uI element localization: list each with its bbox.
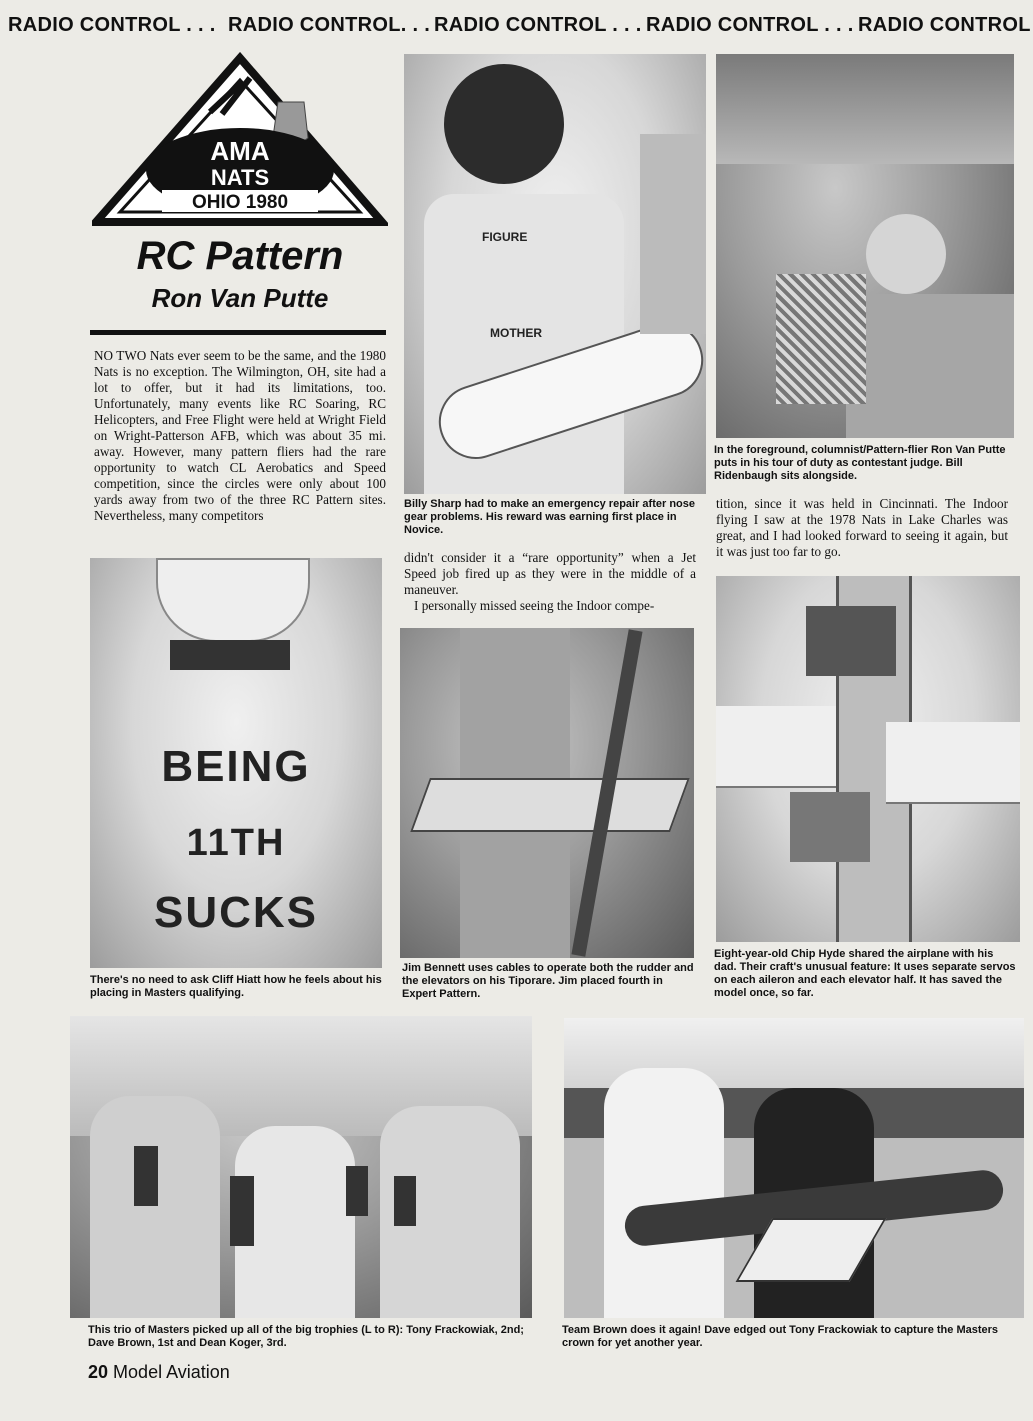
- caption-billy: Billy Sharp had to make an emergency repair after nose gear problems. His reward was earning first place in Novice.: [404, 498, 695, 536]
- shirt-line-2: 11TH: [186, 822, 286, 864]
- caption-jim: Jim Bennett uses cables to operate both the rudder and the elevators on his Tiporare. Jim placed fourth in Expert Pattern.: [402, 962, 694, 1000]
- shirt-line-1: BEING: [161, 742, 311, 791]
- photo-team-brown: [564, 1018, 1024, 1318]
- caption-chip: Eight-year-old Chip Hyde shared the airplane with his dad. Their craft's unusual feature: It uses separate servos on each aileron and each elevator half. It has saved the model once, so far.: [714, 948, 1016, 999]
- running-header: [0, 6, 1033, 42]
- tee-text-bottom: MOTHER: [490, 326, 542, 340]
- article-text-col2b: I personally missed seeing the Indoor compe-: [414, 598, 655, 613]
- page-footer: [88, 1362, 230, 1383]
- caption-trio: This trio of Masters picked up all of the big trophies (L to R): Tony Frackowiak, 2nd; Dave Brown, 1st and Dean Koger, 3rd.: [88, 1324, 524, 1349]
- page-number: 20: [88, 1362, 109, 1382]
- caption-brown: Team Brown does it again! Dave edged out Tony Frackowiak to capture the Masters crown for yet another year.: [562, 1324, 999, 1349]
- photo-chip-hyde-airplane: [716, 576, 1020, 942]
- article-text-col1: NO TWO Nats ever seem to be the same, and the 1980 Nats is no exception. The Wilmington, OH, site had a lot to offer, but it had its limitations, too. Unfortunately, many events like RC Soaring, RC Helicopters, and Free Flight were held at Wright Field on Wright-Patterson AFB, which was about 35 mi. away. However, many pattern fliers had the rare opportunity to watch CL Aerobatics and Speed competition, since the circles were only about 100 yards away from two of the three RC Pattern sites. Nevertheless, many competitors: [94, 348, 386, 523]
- article-author: Ron Van Putte: [151, 283, 329, 313]
- caption-judge: In the foreground, columnist/Pattern-flier Ron Van Putte puts in his tour of duty as contestant judge. Bill Ridenbaugh sits alongside.: [714, 444, 1006, 482]
- tee-text-top: FIGURE: [482, 230, 528, 244]
- header-item: RADIO CONTROL . . .: [646, 14, 854, 36]
- header-item: RADIO CONTROL . . .: [8, 14, 216, 36]
- article-title: RC Pattern: [136, 234, 344, 278]
- photo-contest-judge: [716, 54, 1014, 438]
- article-text-col2: didn't consider it a “rare opportunity” when a Jet Speed job fired up as they were in the middle of a maneuver.: [404, 550, 696, 597]
- photo-billy-sharp: [404, 54, 706, 494]
- header-item: RADIO CONTROL. . .: [228, 14, 431, 36]
- logo-line-2: NATS: [210, 165, 270, 190]
- photo-cliff-hiatt: [90, 558, 382, 968]
- publication-name: Model Aviation: [113, 1362, 230, 1382]
- title-rule: [90, 330, 386, 335]
- caption-cliff: There's no need to ask Cliff Hiatt how he feels about his placing in Masters qualifying.: [90, 974, 382, 999]
- shirt-line-3: SUCKS: [153, 888, 319, 937]
- logo-line-1: AMA: [210, 136, 270, 166]
- article-text-col3: tition, since it was held in Cincinnati. The Indoor flying I saw at the 1978 Nats in Lake Charles was great, and I had looked forward to seeing it again, but it was just too far to go.: [716, 496, 1008, 559]
- header-item: RADIO CONTROL . . .: [434, 14, 642, 36]
- logo-line-3: OHIO 1980: [191, 192, 289, 213]
- header-item: RADIO CONTROL: [858, 14, 1031, 36]
- ama-nats-logo: [92, 52, 388, 232]
- photo-masters-trio: [70, 1016, 532, 1318]
- photo-jim-bennett-tail: [400, 628, 694, 958]
